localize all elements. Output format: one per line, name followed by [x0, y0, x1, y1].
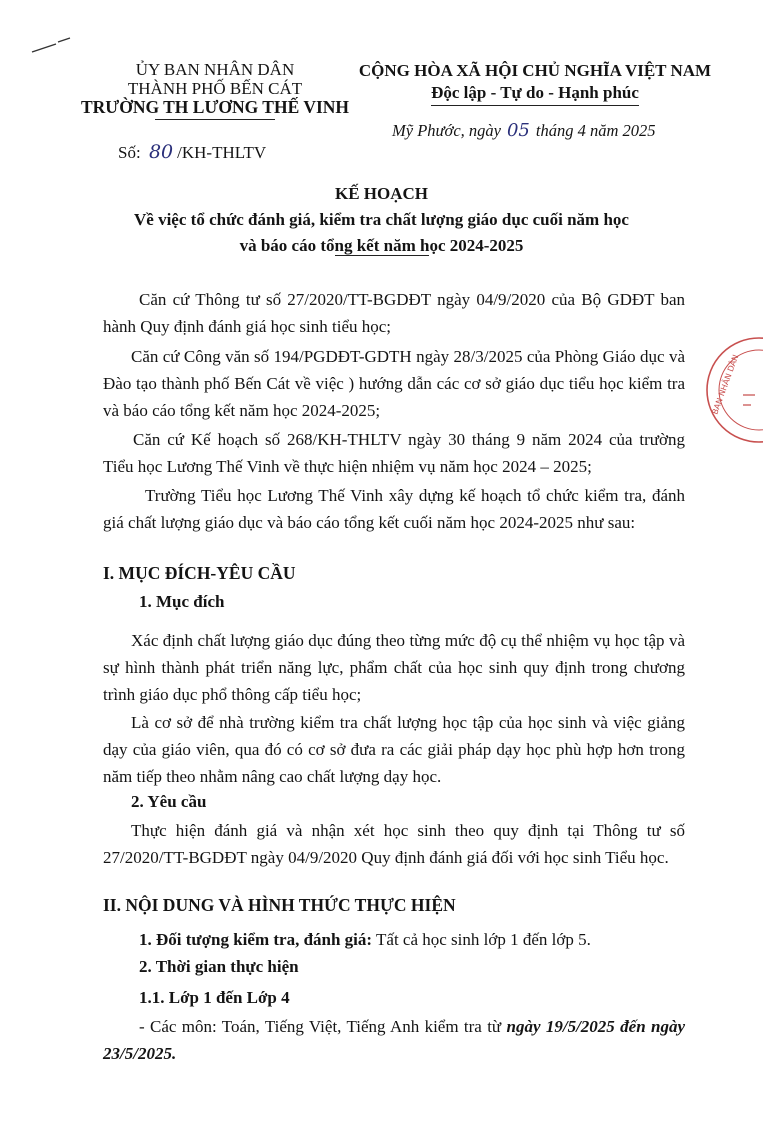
- section-2-item-2-1-text: [103, 1013, 685, 1067]
- section-2-item-1: [139, 926, 685, 953]
- number-prefix: Số:: [118, 143, 141, 162]
- paragraph-legal-basis-2: Căn cứ Công văn số 194/PGDĐT-GDTH ngày 28/3/2025 của Phòng Giáo dục và Đào tạo thành phố Bến Cát về việc ) hướng dẫn các cơ sở giáo dục tiểu học kiểm tra và báo cáo tổng kết năm học 2024-2025;: [103, 347, 685, 420]
- section-2-item-2-1: 1.1. Lớp 1 đến Lớp 4: [139, 988, 290, 1007]
- title-sub-2-b: ng kết năm h: [334, 236, 430, 255]
- stamp-seal-icon: [703, 335, 763, 445]
- authority-line-1: ỦY BAN NHÂN DÂN: [135, 60, 295, 79]
- paragraph-legal-basis-3: Căn cứ Kế hoạch số 268/KH-THLTV ngày 30 tháng 9 năm 2024 của trường Tiểu học Lương Thế Vinh về thực hiện nhiệm vụ năm học 2024 – 2025;: [103, 430, 685, 476]
- authority-line-2: THÀNH PHỐ BẾN CÁT: [127, 79, 303, 98]
- title-sub-2-a: và báo cáo tổ: [239, 236, 335, 255]
- national-header: [355, 60, 715, 106]
- section-2-item-2: 2. Thời gian thực hiện: [139, 957, 299, 976]
- header-divider: [155, 119, 275, 120]
- school-name: TRƯỜNG TH LƯƠNG THẾ VINH: [80, 97, 350, 117]
- section-1-sub-2-para-1: Thực hiện đánh giá và nhận xét học sinh theo quy định tại Thông tư số 27/2020/TT-BGDĐT ngày 04/9/2020 Quy định đánh giá đối với học sinh Tiểu học.: [103, 821, 685, 867]
- section-2-item-2-1-dates: ngày 19/5/2025 đến ngày 23/5/2025.: [103, 1017, 686, 1063]
- title-sub-2: [80, 233, 683, 259]
- title-main: KẾ HOẠCH: [334, 184, 429, 203]
- section-1-heading: I. MỤC ĐÍCH-YÊU CẦU: [103, 563, 296, 583]
- section-2-heading: II. NỘI DUNG VÀ HÌNH THỨC THỰC HIỆN: [103, 895, 456, 915]
- paragraph-intro: Trường Tiểu học Lương Thế Vinh xây dựng kế hoạch tổ chức kiểm tra, đánh giá chất lượng giáo dục và báo cáo tổng kết cuối năm học 2024-2025 như sau:: [103, 486, 685, 532]
- document-number: [118, 141, 266, 163]
- document-title: [80, 181, 683, 259]
- date-prefix: Mỹ Phước, ngày: [392, 121, 501, 140]
- pen-mark-icon: [30, 36, 75, 56]
- paragraph-legal-basis-1: Căn cứ Thông tư số 27/2020/TT-BGDĐT ngày 04/9/2020 của Bộ GDĐT ban hành Quy định đánh giá học sinh tiểu học;: [103, 290, 685, 336]
- section-2-item-2-1-body: - Các môn: Toán, Tiếng Việt, Tiếng Anh kiểm tra từ: [139, 1017, 507, 1036]
- title-sub-2-c: ọc 2024-2025: [429, 236, 524, 255]
- issuing-authority: [80, 60, 350, 120]
- number-handwritten: 80: [148, 141, 174, 163]
- date-suffix: tháng 4 năm 2025: [535, 121, 656, 140]
- number-suffix: /KH-THLTV: [177, 143, 267, 162]
- section-1-sub-1: 1. Mục đích: [139, 592, 225, 611]
- date-line: [392, 120, 656, 141]
- date-day-handwritten: 05: [506, 120, 530, 141]
- country-name: CỘNG HÒA XÃ HỘI CHỦ NGHĨA VIỆT NAM: [358, 61, 712, 80]
- section-2-item-1-label: 1. Đối tượng kiểm tra, đánh giá:: [139, 930, 373, 949]
- section-1-sub-1-para-1: Xác định chất lượng giáo dục đúng theo từng mức độ cụ thể nhiệm vụ học tập và sự hình thành phát triển năng lực, phẩm chất của học sinh quy định trong chương trình giáo dục phổ thông cấp tiểu học;: [103, 631, 685, 704]
- title-sub-1: Về việc tổ chức đánh giá, kiểm tra chất lượng giáo dục cuối năm học: [134, 210, 629, 229]
- section-1-sub-2: 2. Yêu cầu: [131, 792, 207, 811]
- stamp-text: BAN NHÂN DÂN: [710, 353, 741, 416]
- national-motto: Độc lập - Tự do - Hạnh phúc: [431, 82, 639, 106]
- section-2-item-1-text: Tất cả học sinh lớp 1 đến lớp 5.: [372, 930, 591, 949]
- section-1-sub-1-para-2: Là cơ sở để nhà trường kiểm tra chất lượng học tập của học sinh và việc giảng dạy của giáo viên, qua đó có cơ sở đưa ra các giải pháp dạy học phù hợp hơn trong năm tiếp theo nhằm nâng cao chất lượng dạy học.: [103, 713, 685, 786]
